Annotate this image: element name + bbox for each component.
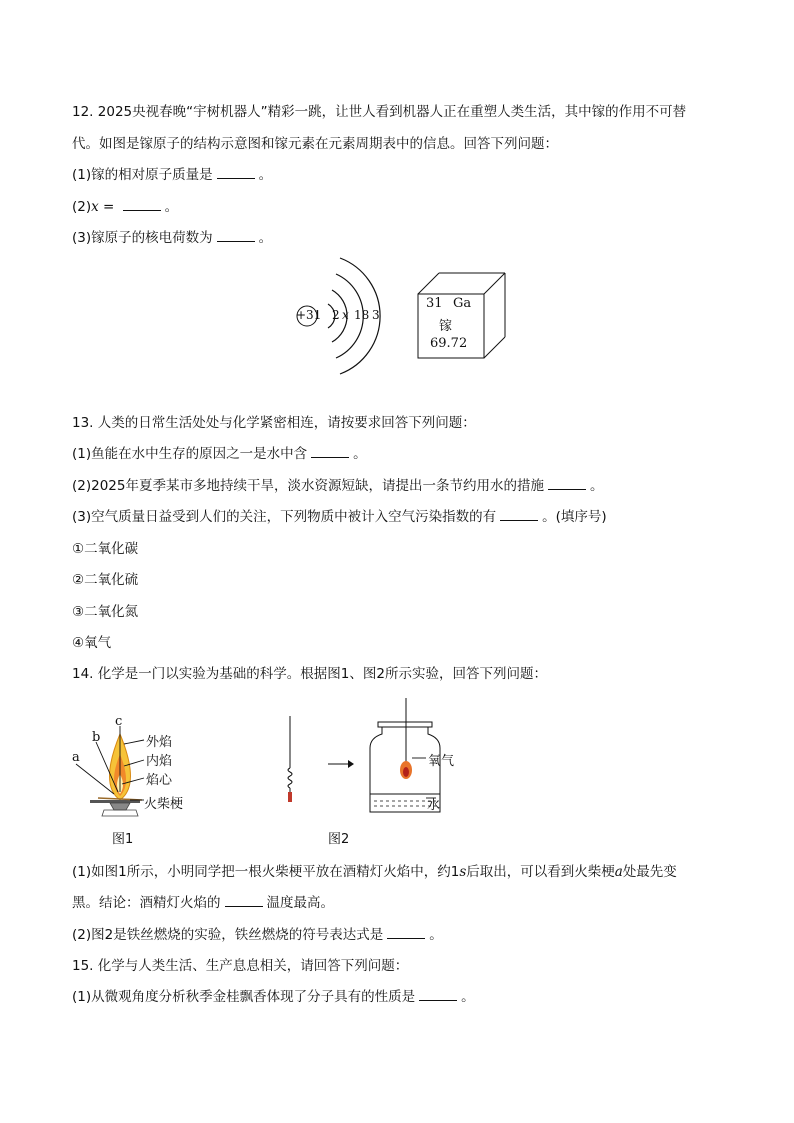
unit-seconds: s <box>459 864 467 880</box>
shell-electrons-2: x <box>342 308 349 322</box>
punct: 。 <box>353 446 367 462</box>
q12-sub1-text: (1)镓的相对原子质量是 <box>72 167 213 183</box>
q12-sub1 <box>72 165 272 185</box>
punct: 。 <box>589 478 604 494</box>
q12-sub3 <box>72 228 272 248</box>
label-b: b <box>92 730 101 745</box>
answer-blank[interactable] <box>500 508 538 521</box>
answer-blank[interactable] <box>548 477 586 490</box>
q13-option-4: ④氧气 <box>72 635 112 651</box>
q13-sub3-tail: 。(填序号) <box>542 509 607 525</box>
q14-sub1-text-a: (1)如图1所示，小明同学把一根火柴梗平放在酒精灯火焰中，约1 <box>72 864 460 880</box>
equals-sign: = <box>98 199 119 215</box>
figure-1-flame <box>68 712 198 852</box>
q15-stem: 15. 化学与人类生活、生产息息相关，请回答下列问题： <box>72 958 409 974</box>
lamp-body <box>102 810 138 816</box>
lamp-top <box>90 800 140 803</box>
q12-sub3-text: (3)镓原子的核电荷数为 <box>72 230 213 246</box>
q12-sub2-number: (2) <box>72 199 92 215</box>
q13-sub1 <box>72 444 367 464</box>
label-inner-flame: 内焰 <box>146 754 173 769</box>
q13-stem: 13. 人类的日常生活处处与化学紧密相连，请按要求回答下列问题： <box>72 415 476 431</box>
q15-sub1-text: (1)从微观角度分析秋季金桂飘香体现了分子具有的性质是 <box>72 989 416 1005</box>
q13-option-3: ③二氧化氮 <box>72 604 139 620</box>
q13-option-2: ②二氧化硫 <box>72 572 139 588</box>
figure-1-caption: 图1 <box>112 832 134 847</box>
label-water: 水 <box>427 798 441 813</box>
q13-sub3-text: (3)空气质量日益受到人们的关注，下列物质中被计入空气污染指数的有 <box>72 509 497 525</box>
punct: 。 <box>258 230 273 246</box>
punct: 。 <box>258 167 273 183</box>
nucleus-charge: +31 <box>296 308 322 322</box>
q14-sub1-text-e: 温度最高。 <box>266 895 334 911</box>
element-symbol: Ga <box>453 296 472 311</box>
answer-blank[interactable] <box>387 926 425 939</box>
label-matchstick: 火柴梗 <box>144 797 184 812</box>
answer-blank[interactable] <box>217 229 255 242</box>
element-name: 镓 <box>439 319 453 334</box>
q12-sub2 <box>72 197 178 217</box>
label-oxygen: 氧气 <box>428 754 455 769</box>
q14-sub1-text-d: 黑。结论：酒精灯火焰的 <box>72 895 221 911</box>
shell-electrons-3: 18 <box>354 308 370 322</box>
atomic-mass: 69.72 <box>430 336 468 351</box>
punct: 。 <box>164 199 179 215</box>
gallium-atom-diagram <box>290 252 400 382</box>
variable-x: x <box>91 199 99 215</box>
atomic-number: 31 <box>426 296 443 311</box>
q12-stem-line1: 12. 2025央视春晚“宇树机器人”精彩一跳，让世人看到机器人正在重塑人类生活，其中镓的作用不可替 <box>72 104 687 120</box>
q13-sub3 <box>72 507 607 527</box>
lamp-wick-holder <box>110 803 130 810</box>
punct: 。 <box>429 927 443 943</box>
label-a: a <box>72 750 80 765</box>
label-outer-flame: 外焰 <box>146 735 173 750</box>
label-flame-core: 焰心 <box>146 773 173 788</box>
q14-stem: 14. 化学是一门以实验为基础的科学。根据图1、图2所示实验，回答下列问题： <box>72 666 547 682</box>
q12-stem-line2: 代。如图是镓原子的结构示意图和镓元素在元素周期表中的信息。回答下列问题： <box>72 136 558 152</box>
shell-electrons-4: 3 <box>372 308 380 322</box>
q14-sub1-line1 <box>72 862 677 882</box>
figure-2-iron-combustion <box>270 694 470 849</box>
answer-blank[interactable] <box>217 166 255 179</box>
q13-sub1-text: (1)鱼能在水中生存的原因之一是水中含 <box>72 446 308 462</box>
periodic-table-cell <box>417 272 509 360</box>
shell-electrons-1: 2 <box>332 308 340 322</box>
figure-2-caption: 图2 <box>328 832 350 847</box>
q15-sub1 <box>72 987 475 1007</box>
answer-blank[interactable] <box>311 445 349 458</box>
point-a: a <box>614 864 623 880</box>
q14-sub2-text: (2)图2是铁丝燃烧的实验，铁丝燃烧的符号表达式是 <box>72 927 384 943</box>
q14-sub1-text-c: 处最先变 <box>622 864 677 880</box>
label-c: c <box>115 714 123 729</box>
punct: 。 <box>461 989 475 1005</box>
q14-sub1-line2 <box>72 893 334 913</box>
q13-option-1: ①二氧化碳 <box>72 541 139 557</box>
q13-sub2-text: (2)2025年夏季某市多地持续干旱，淡水资源短缺，请提出一条节约用水的措施 <box>72 478 544 494</box>
answer-blank[interactable] <box>225 894 263 907</box>
answer-blank[interactable] <box>123 198 161 211</box>
answer-blank[interactable] <box>419 988 457 1001</box>
q13-sub2 <box>72 476 603 496</box>
q14-sub2 <box>72 925 443 945</box>
q14-sub1-text-b: 后取出，可以看到火柴梗 <box>466 864 615 880</box>
